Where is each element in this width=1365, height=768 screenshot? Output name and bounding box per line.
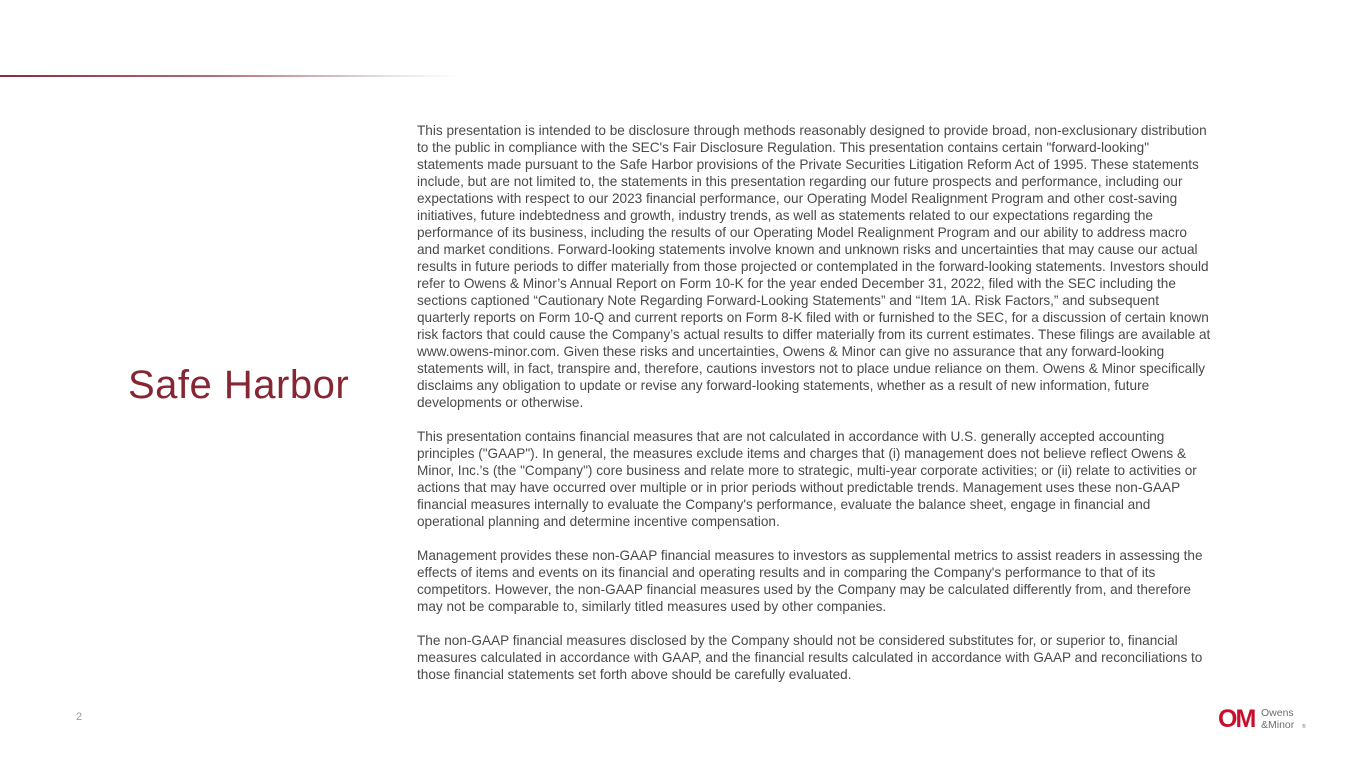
owens-minor-logo — [1218, 704, 1314, 732]
disclaimer-body — [417, 122, 1212, 683]
slide-title: Safe Harbor — [128, 363, 350, 407]
logo-wordmark-owens: Owens — [1261, 707, 1294, 719]
logo-wordmark-minor: &Minor — [1261, 719, 1295, 731]
header-divider-line — [0, 75, 460, 77]
page-number: 2 — [76, 711, 83, 723]
paragraph-non-gaap-definition: This presentation contains financial measures that are not calculated in accordance with U.S. generally accepted accounting principles ("GAAP"). In general, the measures exclude items and charges that (i) management does not believe reflect Owens & Minor, Inc.'s (the "Company") core business and relate more to strategic, multi-year corporate activities; or (ii) relate to activities or actions that may have occurred over multiple or in prior periods without predictable trends. Management uses these non-GAAP financial measures internally to evaluate the Company's performance, evaluate the balance sheet, engage in financial and operational planning and determine incentive compensation. — [417, 429, 1197, 529]
paragraph-forward-looking: This presentation is intended to be disclosure through methods reasonably designed to provide broad, non-exclusionary distribution to the public in compliance with the SEC's Fair Disclosure Regulation. This presentation contains certain "forward-looking" statements made pursuant to the Safe Harbor provisions of the Private Securities Litigation Reform Act of 1995. These statements include, but are not limited to, the statements in this presentation regarding our future prospects and performance, including our expectations with respect to our 2023 financial performance, our Operating Model Realignment Program and other cost-saving initiatives, future indebtedness and growth, industry trends, as well as statements related to our expectations regarding the performance of its business, including the results of our Operating Model Realignment Program and our ability to address macro and market conditions. Forward-looking statements involve known and unknown risks and uncertainties that may cause our actual results in future periods to differ materially from those projected or contemplated in the forward-looking statements. Investors should refer to Owens & Minor’s Annual Report on Form 10-K for the year ended December 31, 2022, filed with the SEC including the sections captioned “Cautionary Note Regarding Forward-Looking Statements” and “Item 1A. Risk Factors,” and subsequent quarterly reports on Form 10-Q and current reports on Form 8-K filed with or furnished to the SEC, for a discussion of certain known risk factors that could cause the Company’s actual results to differ materially from its current estimates. These filings are available at www.owens-minor.com. Given these risks and uncertainties, Owens & Minor can give no assurance that any forward-looking statements will, in fact, transpire and, therefore, cautions investors not to place undue reliance on them. Owens & Minor specifically disclaims any obligation to update or revise any forward-looking statements, whether as a result of new information, future developments or otherwise. — [417, 123, 1211, 410]
paragraph-non-gaap-caution: The non-GAAP financial measures disclosed by the Company should not be considered substitutes for, or superior to, financial measures calculated in accordance with GAAP, and the financial results calculated in accordance with GAAP and reconciliations to those financial statements set forth above should be carefully evaluated. — [417, 633, 1203, 682]
logo-mark: OM — [1218, 705, 1255, 732]
logo-trademark: ® — [1302, 724, 1306, 730]
paragraph-non-gaap-purpose: Management provides these non-GAAP financial measures to investors as supplemental metrics to assist readers in assessing the effects of items and events on its financial and operating results and in comparing the Company's performance to that of its competitors. However, the non-GAAP financial measures used by the Company may be calculated differently from, and therefore may not be comparable to, similarly titled measures used by other companies. — [417, 548, 1203, 614]
